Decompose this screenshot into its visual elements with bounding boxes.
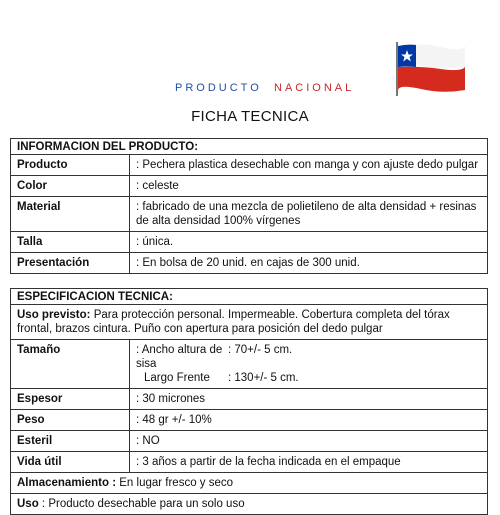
uso-cell <box>11 494 488 515</box>
row-label: Talla <box>11 232 130 253</box>
uso-previsto-label: Uso previsto: <box>17 309 91 321</box>
row-label: Vida útil <box>11 452 130 473</box>
row-value: : NO <box>130 431 488 452</box>
row-value: : única. <box>130 232 488 253</box>
table-row <box>11 431 488 452</box>
table-row <box>11 253 488 274</box>
uso-label: Uso <box>17 498 39 510</box>
chile-flag-icon <box>391 40 467 96</box>
uso-previsto-text: Para protección personal. Impermeable. Cobertura completa del tórax frontal, brazos cintura. Puño con apertura para posición del dedo pulgar <box>17 309 450 335</box>
table-row <box>11 197 488 232</box>
row-value: : celeste <box>130 176 488 197</box>
row-value: : 3 años a partir de la fecha indicada en el empaque <box>130 452 488 473</box>
row-label: Espesor <box>11 389 130 410</box>
row-label: Presentación <box>11 253 130 274</box>
row-value: : 48 gr +/- 10% <box>130 410 488 431</box>
row-value: : En bolsa de 20 unid. en cajas de 300 unid. <box>130 253 488 274</box>
table-row <box>11 452 488 473</box>
row-label: Color <box>11 176 130 197</box>
brand-text-producto: PRODUCTO <box>175 82 262 94</box>
table-row <box>11 155 488 176</box>
almacenamiento-text: En lugar fresco y seco <box>116 477 234 489</box>
uso-previsto-cell <box>11 305 488 340</box>
table-row <box>11 232 488 253</box>
table-row <box>11 389 488 410</box>
almacenamiento-cell <box>11 473 488 494</box>
tamano-values <box>130 340 488 389</box>
tech-spec-table <box>10 304 488 515</box>
row-label: Tamaño <box>11 340 130 389</box>
tamano-line1-val: : 70+/- 5 cm. <box>228 344 293 356</box>
section-heading-info: INFORMACION DEL PRODUCTO: <box>10 138 488 155</box>
almacenamiento-label: Almacenamiento : <box>17 477 117 489</box>
table-row <box>11 305 488 340</box>
table-row <box>11 410 488 431</box>
table-row <box>11 494 488 515</box>
table-row <box>11 176 488 197</box>
row-label: Peso <box>11 410 130 431</box>
tamano-line2-key: Largo Frente <box>144 372 210 384</box>
uso-text: : Producto desechable para un solo uso <box>38 498 245 510</box>
row-label: Material <box>11 197 130 232</box>
table-row <box>11 473 488 494</box>
row-value: : 30 micrones <box>130 389 488 410</box>
tamano-line1-key: : Ancho altura de sisa <box>136 344 223 370</box>
section-heading-spec: ESPECIFICACION TECNICA: <box>10 288 488 305</box>
row-value: : Pechera plastica desechable con manga y con ajuste dedo pulgar <box>130 155 488 176</box>
row-value: : fabricado de una mezcla de polietileno de alta densidad + resinas de alta densidad 100% vírgenes <box>130 197 488 232</box>
page-title: FICHA TECNICA <box>191 108 309 125</box>
product-info-table <box>10 154 488 274</box>
table-row <box>11 340 488 389</box>
tamano-line2-val: : 130+/- 5 cm. <box>228 372 299 384</box>
brand-text-nacional: NACIONAL <box>274 82 355 94</box>
row-label: Producto <box>11 155 130 176</box>
row-label: Esteril <box>11 431 130 452</box>
